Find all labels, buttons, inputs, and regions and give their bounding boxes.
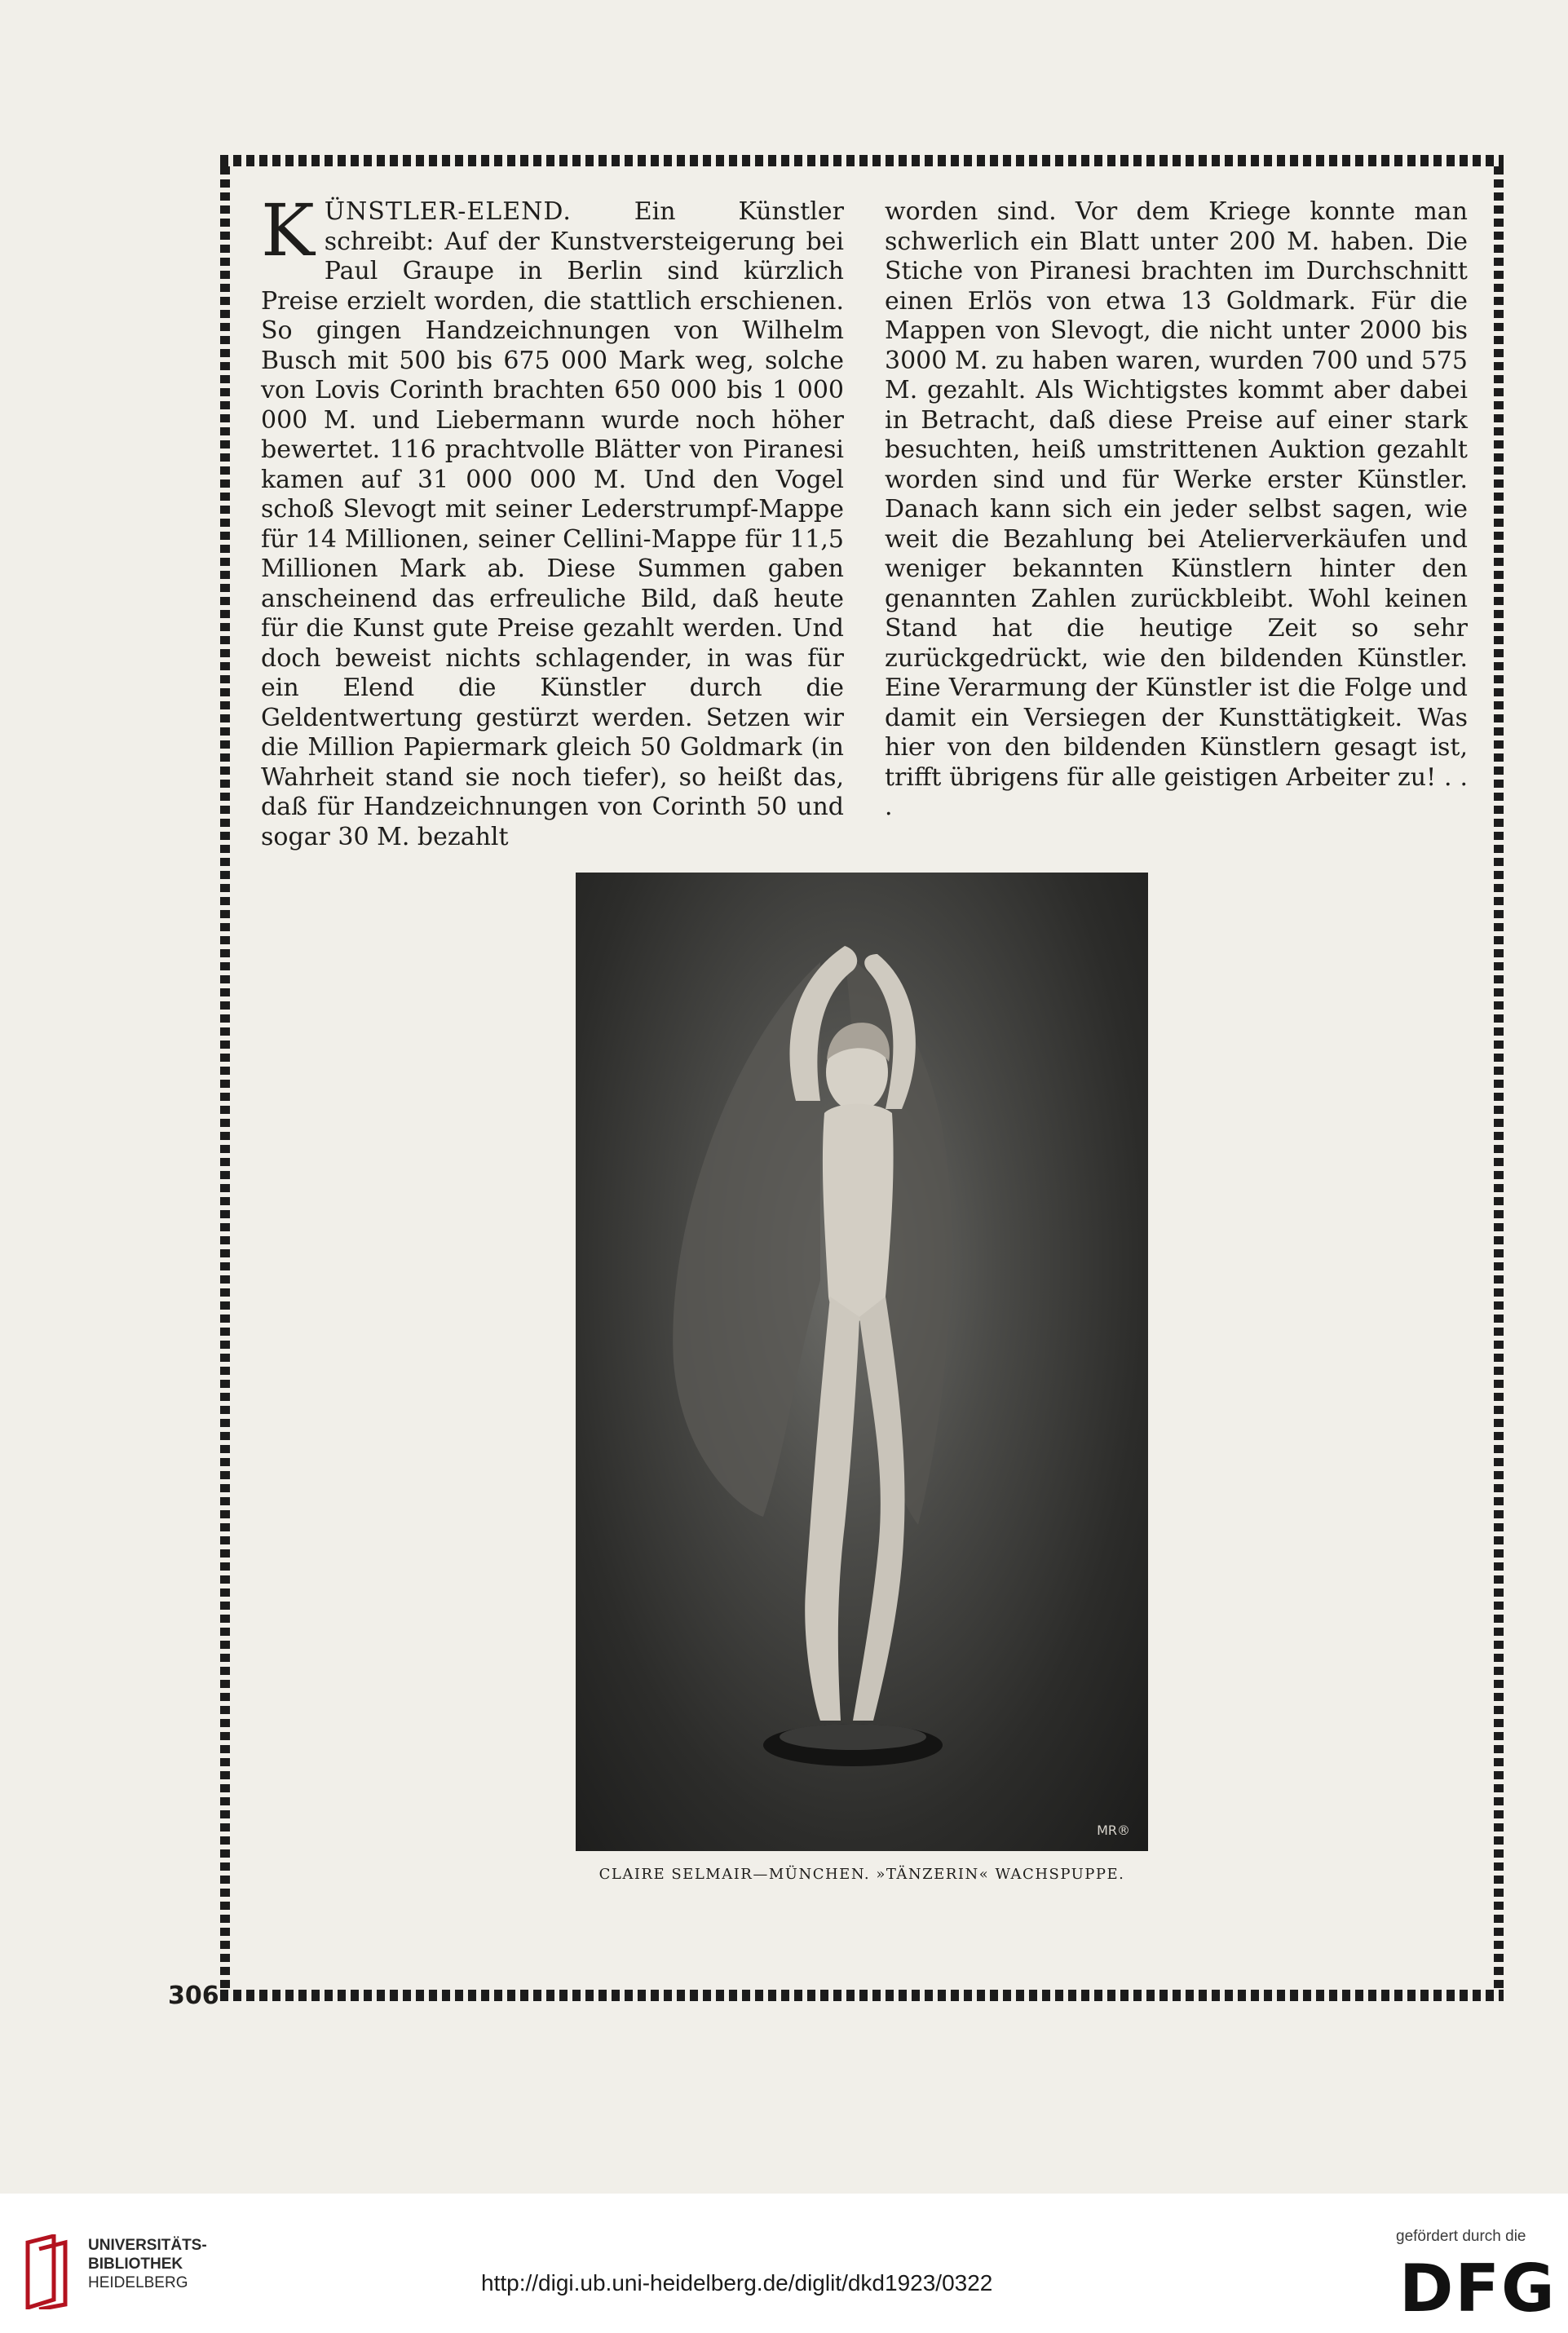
photographer-monogram: MR® [1097,1823,1130,1838]
digitization-footer [0,2194,1568,2333]
ornamental-border-bottom [220,1990,1504,2001]
sculpture-photo [576,873,1148,1851]
ornamental-border-left [220,166,230,1990]
article-columns [261,188,1468,972]
dfg-logo: DFG [1399,2251,1557,2326]
page-number: 306 [168,1982,219,2010]
article-text-left: Ein Künstler schreibt: Auf der Kunstversteigerung bei Paul Graupe in Berlin sind kürzlich Preise erzielt worden, die stattlich erschienen. So gingen Handzeichnungen von Wilhelm Busch mit 500 bis 675 000 Mark weg, solche von Lovis Corinth brachten 650 000 bis 1 000 000 M. und Liebermann wurde noch höher bewertet. 116 prachtvolle Blätter von Piranesi kamen auf 31 000 000 M. Und den Vogel schoß Slevogt mit seiner Lederstrumpf-Mappe für 14 Millionen, seiner Cellini-Mappe für 11,5 Millionen Mark ab. Diese Summen gaben anscheinend das erfreuliche Bild, daß heute für die Kunst gute Preise gezahlt werden. Und doch beweist nichts schlagender, in was für ein Elend die Künstler durch die Geldentwertung gestürzt werden. Setzen wir die Million Papiermark gleich 50 Goldmark (in Wahrheit stand sie noch tiefer), so heißt das, daß für Handzeichnungen von Corinth 50 und sogar 30 M. bezahlt [261,197,844,851]
ornamental-border-top [220,155,1504,166]
article-column-right [885,197,1468,972]
library-name-line1: UNIVERSITÄTS- [88,2237,207,2254]
library-name-line2: BIBLIOTHEK [88,2256,183,2273]
ub-heidelberg-logo-icon [21,2234,78,2309]
figure-caption: CLAIRE SELMAIR—MÜNCHEN. »TÄNZERIN« WACHSPUPPE. [598,1866,1125,1883]
article-column-left [261,188,844,972]
page-frame [220,155,1504,2047]
article-lead: ÜNSTLER-ELEND. [324,197,572,226]
library-name [88,2236,207,2292]
ornamental-border-right [1494,166,1504,1990]
article-paragraph-left [261,188,844,852]
funded-by-label: gefördert durch die [1396,2228,1526,2245]
source-url-link[interactable]: http://digi.ub.uni-heidelberg.de/diglit/dkd1923/0322 [481,2270,993,2295]
dancer-figure-illustration [576,873,1148,1851]
article-text-right: worden sind. Vor dem Kriege konnte man schwerlich ein Blatt unter 200 M. haben. Die Stiche von Piranesi brachten im Durchschnitt einen Erlös von etwa 13 Goldmark. Für die Mappen von Slevogt, die nicht unter 2000 bis 3000 M. zu haben waren, wurden 700 und 575 M. gezahlt. Als Wichtigstes kommt aber dabei in Betracht, daß diese Preise auf einer stark besuchten, heiß umstrittenen Auktion gezahlt worden sind und für Werke erster Künstler. Danach kann sich ein jeder selbst sagen, wie weit die Bezahlung bei Atelierverkäufen und weniger bekannten Künstlern hinter den genannten Zahlen zurückbleibt. Wohl keinen Stand hat die heutige Zeit so sehr zurückgedrückt, wie den bildenden Künstler. Eine Verarmung der Künstler ist die Folge und damit ein Versiegen der Kunsttätigkeit. Was hier von den bildenden Künstlern gesagt ist, trifft übrigens für alle geistigen Arbeiter zu! . . . [885,197,1468,821]
drop-cap: K [261,188,315,272]
library-name-line3: HEIDELBERG [88,2274,188,2291]
